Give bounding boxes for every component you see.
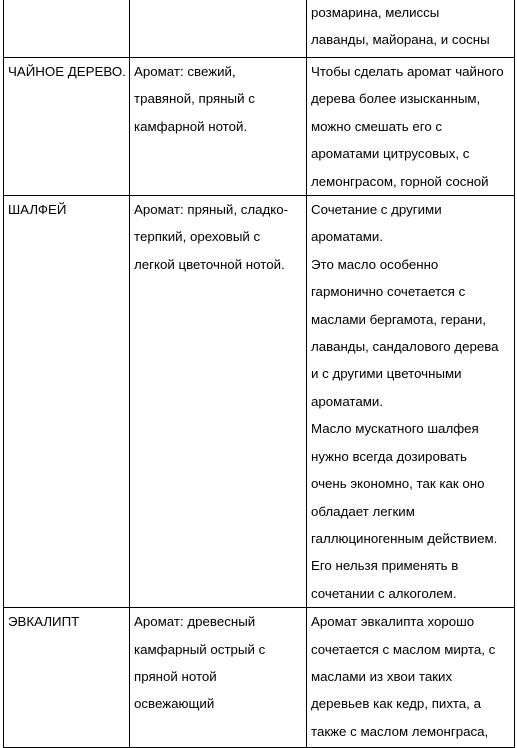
notes-line: розмарина, мелиссы <box>311 5 440 20</box>
aroma-line: камфарный острый с <box>134 641 266 657</box>
notes-line: сочетается с маслом мирта, с <box>311 641 496 657</box>
oil-name-cell <box>4 58 130 196</box>
notes-line: ароматами цитрусовых, с <box>311 146 470 162</box>
oil-name-cell <box>4 196 130 608</box>
notes-line: Его нельзя применять в <box>311 558 459 574</box>
oil-name: ЭВКАЛИПТ <box>8 614 80 630</box>
notes-line: сочетании с алкоголем. <box>311 585 457 601</box>
notes-line: Чтобы сделать аромат чайного <box>311 64 504 79</box>
oil-name-cell <box>4 608 130 748</box>
aroma-line: Аромат: древесный <box>134 614 256 630</box>
notes-line: очень экономно, так как оно <box>311 476 485 492</box>
notes-line: нужно всегда дозировать <box>311 448 467 464</box>
notes-line: галлюциногенным действием. <box>311 530 498 546</box>
notes-line: гармонично сочетается с <box>311 284 466 300</box>
notes-line: и с другими цветочными <box>311 366 462 382</box>
aroma-line: камфарной нотой. <box>134 118 248 134</box>
essential-oils-table <box>3 0 515 748</box>
notes-line: маслами бергамота, герани, <box>311 311 486 327</box>
notes-cell <box>307 58 515 196</box>
notes-cell <box>307 608 515 748</box>
notes-line: ароматами. <box>311 229 384 245</box>
notes-line: лемонграсом, горной сосной <box>311 173 489 189</box>
aroma-cell <box>130 0 307 58</box>
notes-line: также с маслом лемонграса, <box>311 723 489 739</box>
aroma-cell <box>130 196 307 608</box>
notes-line: маслами из хвои таких <box>311 668 453 684</box>
table-body <box>4 0 515 748</box>
aroma-line: легкой цветочной нотой. <box>134 256 285 272</box>
aroma-line: пряной нотой <box>134 668 217 684</box>
notes-line: обладает легким <box>311 503 415 519</box>
aroma-line: Аромат: пряный, сладко- <box>134 202 289 218</box>
notes-line: можно смешать его с <box>311 118 443 134</box>
aroma-line: Аромат: свежий, <box>134 64 236 79</box>
notes-line: Сочетание с другими <box>311 202 442 218</box>
notes-line: Масло мускатного шалфея <box>311 421 479 437</box>
aroma-line: терпкий, ореховый с <box>134 229 261 245</box>
table-row-continuation <box>4 0 515 58</box>
table-row-tea-tree <box>4 58 515 196</box>
table-row-eucalyptus <box>4 608 515 748</box>
notes-line: лаванды, сандалового дерева <box>311 339 499 355</box>
notes-cell <box>307 0 515 58</box>
oil-name: ШАЛФЕЙ <box>8 202 67 218</box>
aroma-cell <box>130 58 307 196</box>
aroma-cell <box>130 608 307 748</box>
notes-line: лаванды, майорана, и сосны <box>311 32 490 48</box>
notes-line: ароматами. <box>311 393 384 409</box>
aroma-line: травяной, пряный с <box>134 91 255 107</box>
oil-name: ЧАЙНОЕ ДЕРЕВО. <box>8 64 126 79</box>
table-row-sage <box>4 196 515 608</box>
oil-name-cell <box>4 0 130 58</box>
notes-line: деревьев как кедр, пихта, а <box>311 696 481 712</box>
notes-line: Это масло особенно <box>311 256 439 272</box>
notes-line: дерева более изысканным, <box>311 91 481 107</box>
notes-cell <box>307 196 515 608</box>
aroma-line: освежающий <box>134 696 215 712</box>
notes-line: Аромат эвкалипта хорошо <box>311 614 475 630</box>
